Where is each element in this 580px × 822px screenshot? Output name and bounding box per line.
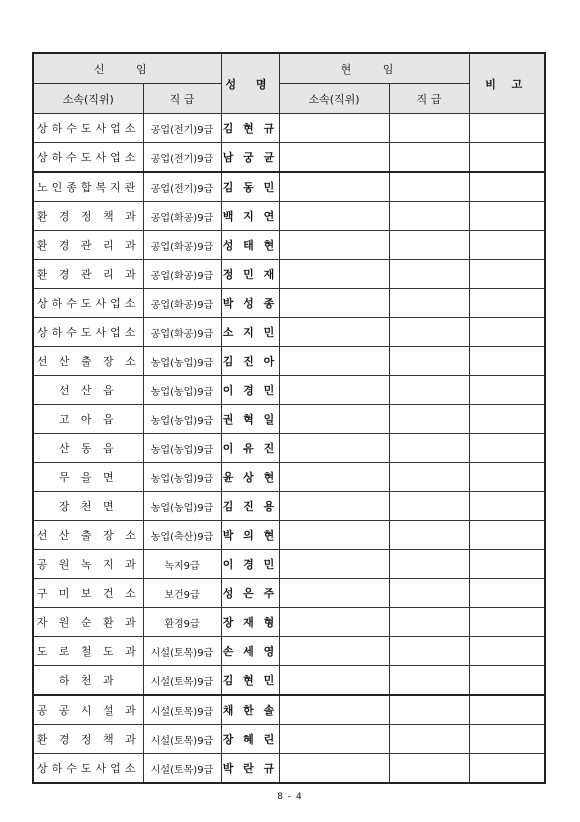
row-note-cell: [469, 405, 545, 434]
row-current-org-cell: [279, 550, 389, 579]
row-current-rank-cell: [389, 434, 469, 463]
row-note-cell: [469, 347, 545, 376]
row-note-cell: [469, 666, 545, 696]
row-current-rank-cell: [389, 114, 469, 143]
row-note-cell: [469, 463, 545, 492]
row-rank-cell: 녹지9급: [143, 550, 221, 579]
row-current-org-cell: [279, 492, 389, 521]
table-row: [33, 347, 545, 376]
row-rank-cell: 농업(농업)9급: [143, 405, 221, 434]
row-current-org-cell: [279, 579, 389, 608]
table-row: [33, 754, 545, 784]
table-row: [33, 231, 545, 260]
row-org-cell: 장 천 면: [33, 492, 143, 521]
row-name-cell: 김 진 아: [221, 347, 279, 376]
row-current-rank-cell: [389, 172, 469, 202]
row-org-cell: 상하수도사업소: [33, 754, 143, 784]
row-note-cell: [469, 202, 545, 231]
current-org-header: 소속(직위): [279, 84, 389, 114]
row-org-cell: 환 경 관 리 과: [33, 231, 143, 260]
row-rank-cell: 공업(화공)9급: [143, 260, 221, 289]
row-note-cell: [469, 695, 545, 725]
current-rank-header: 직 급: [389, 84, 469, 114]
row-org-cell: 도 로 철 도 과: [33, 637, 143, 666]
row-name-cell: 김 진 용: [221, 492, 279, 521]
row-name-cell: 박 성 종: [221, 289, 279, 318]
row-note-cell: [469, 260, 545, 289]
table-header: [33, 53, 545, 114]
row-rank-cell: 공업(화공)9급: [143, 289, 221, 318]
row-rank-cell: 공업(화공)9급: [143, 231, 221, 260]
row-name-cell: 소 지 민: [221, 318, 279, 347]
table-row: [33, 695, 545, 725]
row-org-cell: 환 경 정 책 과: [33, 725, 143, 754]
row-current-org-cell: [279, 405, 389, 434]
row-rank-cell: 농업(축산)9급: [143, 521, 221, 550]
row-name-cell: 백 지 연: [221, 202, 279, 231]
appointment-table: [32, 52, 546, 784]
row-name-cell: 이 경 민: [221, 376, 279, 405]
row-current-rank-cell: [389, 202, 469, 231]
row-current-org-cell: [279, 637, 389, 666]
row-note-cell: [469, 608, 545, 637]
row-org-cell: 노인종합복지관: [33, 172, 143, 202]
row-org-cell: 무 을 면: [33, 463, 143, 492]
row-org-cell: 공 원 녹 지 과: [33, 550, 143, 579]
table-row: [33, 172, 545, 202]
row-note-cell: [469, 725, 545, 754]
row-name-cell: 성 은 주: [221, 579, 279, 608]
table-row: [33, 666, 545, 696]
table-row: [33, 260, 545, 289]
row-current-org-cell: [279, 231, 389, 260]
row-rank-cell: 농업(농업)9급: [143, 492, 221, 521]
row-current-rank-cell: [389, 260, 469, 289]
row-note-cell: [469, 318, 545, 347]
row-rank-cell: 공업(화공)9급: [143, 318, 221, 347]
row-current-org-cell: [279, 143, 389, 173]
table-body: [33, 114, 545, 784]
row-note-cell: [469, 521, 545, 550]
row-current-org-cell: [279, 114, 389, 143]
row-name-cell: 성 태 현: [221, 231, 279, 260]
row-rank-cell: 시설(토목)9급: [143, 666, 221, 696]
row-org-cell: 자 원 순 환 과: [33, 608, 143, 637]
row-current-org-cell: [279, 725, 389, 754]
row-current-rank-cell: [389, 666, 469, 696]
row-org-cell: 상하수도사업소: [33, 289, 143, 318]
table-row: [33, 637, 545, 666]
row-name-cell: 장 혜 린: [221, 725, 279, 754]
row-rank-cell: 공업(전기)9급: [143, 143, 221, 173]
row-org-cell: 환 경 관 리 과: [33, 260, 143, 289]
table-row: [33, 492, 545, 521]
row-current-rank-cell: [389, 579, 469, 608]
table-row: [33, 202, 545, 231]
row-current-org-cell: [279, 172, 389, 202]
row-org-cell: 상하수도사업소: [33, 318, 143, 347]
current-position-header: 현 임: [279, 53, 469, 84]
table-row: [33, 579, 545, 608]
row-current-rank-cell: [389, 376, 469, 405]
row-current-org-cell: [279, 289, 389, 318]
row-note-cell: [469, 231, 545, 260]
row-name-cell: 권 혁 일: [221, 405, 279, 434]
row-org-cell: 상하수도사업소: [33, 143, 143, 173]
row-current-org-cell: [279, 463, 389, 492]
row-name-cell: 김 현 민: [221, 666, 279, 696]
row-current-rank-cell: [389, 550, 469, 579]
table-row: [33, 318, 545, 347]
row-rank-cell: 농업(농업)9급: [143, 376, 221, 405]
table-row: [33, 550, 545, 579]
table-row: [33, 376, 545, 405]
row-rank-cell: 시설(토목)9급: [143, 725, 221, 754]
row-rank-cell: 농업(농업)9급: [143, 347, 221, 376]
row-name-cell: 손 세 영: [221, 637, 279, 666]
table-row: [33, 463, 545, 492]
table-row: [33, 521, 545, 550]
row-org-cell: 선 산 출 장 소: [33, 347, 143, 376]
row-note-cell: [469, 376, 545, 405]
row-current-rank-cell: [389, 608, 469, 637]
row-note-cell: [469, 579, 545, 608]
row-note-cell: [469, 550, 545, 579]
row-current-org-cell: [279, 434, 389, 463]
row-current-org-cell: [279, 376, 389, 405]
row-note-cell: [469, 492, 545, 521]
table-row: [33, 114, 545, 143]
row-note-cell: [469, 114, 545, 143]
row-name-cell: 윤 상 현: [221, 463, 279, 492]
name-header: 성 명: [221, 53, 279, 114]
row-name-cell: 정 민 재: [221, 260, 279, 289]
row-rank-cell: 농업(농업)9급: [143, 463, 221, 492]
page-number: 8 - 4: [277, 792, 303, 802]
row-current-rank-cell: [389, 637, 469, 666]
table-row: [33, 434, 545, 463]
row-org-cell: 환 경 정 책 과: [33, 202, 143, 231]
row-current-rank-cell: [389, 754, 469, 784]
row-note-cell: [469, 434, 545, 463]
row-name-cell: 박 란 규: [221, 754, 279, 784]
row-org-cell: 하 천 과: [33, 666, 143, 696]
row-org-cell: 구 미 보 건 소: [33, 579, 143, 608]
row-note-cell: [469, 143, 545, 173]
row-current-org-cell: [279, 608, 389, 637]
row-note-cell: [469, 637, 545, 666]
row-current-rank-cell: [389, 318, 469, 347]
row-note-cell: [469, 289, 545, 318]
row-current-rank-cell: [389, 231, 469, 260]
row-current-rank-cell: [389, 463, 469, 492]
row-current-rank-cell: [389, 492, 469, 521]
row-rank-cell: 시설(토목)9급: [143, 637, 221, 666]
row-org-cell: 산 동 읍: [33, 434, 143, 463]
row-rank-cell: 공업(화공)9급: [143, 202, 221, 231]
row-note-cell: [469, 754, 545, 784]
row-name-cell: 김 현 규: [221, 114, 279, 143]
row-name-cell: 이 유 진: [221, 434, 279, 463]
row-name-cell: 채 한 솔: [221, 695, 279, 725]
row-current-rank-cell: [389, 695, 469, 725]
row-current-org-cell: [279, 666, 389, 696]
row-current-org-cell: [279, 318, 389, 347]
row-current-org-cell: [279, 202, 389, 231]
row-org-cell: 상하수도사업소: [33, 114, 143, 143]
row-name-cell: 김 동 민: [221, 172, 279, 202]
row-name-cell: 장 재 형: [221, 608, 279, 637]
table-row: [33, 405, 545, 434]
new-rank-header: 직 급: [143, 84, 221, 114]
row-current-rank-cell: [389, 405, 469, 434]
row-current-rank-cell: [389, 143, 469, 173]
row-current-rank-cell: [389, 289, 469, 318]
row-org-cell: 공 공 시 설 과: [33, 695, 143, 725]
row-current-org-cell: [279, 695, 389, 725]
new-org-header: 소속(직위): [33, 84, 143, 114]
table-row: [33, 289, 545, 318]
row-name-cell: 박 의 현: [221, 521, 279, 550]
row-org-cell: 고 아 읍: [33, 405, 143, 434]
row-rank-cell: 환경9급: [143, 608, 221, 637]
row-org-cell: 선 산 읍: [33, 376, 143, 405]
row-org-cell: 선 산 출 장 소: [33, 521, 143, 550]
row-current-org-cell: [279, 260, 389, 289]
table-row: [33, 608, 545, 637]
row-rank-cell: 시설(토목)9급: [143, 754, 221, 784]
note-header: 비 고: [469, 53, 545, 114]
row-current-rank-cell: [389, 521, 469, 550]
row-current-rank-cell: [389, 347, 469, 376]
personnel-table-sheet: [32, 52, 544, 784]
table-row: [33, 725, 545, 754]
row-current-org-cell: [279, 347, 389, 376]
row-rank-cell: 농업(농업)9급: [143, 434, 221, 463]
row-current-org-cell: [279, 754, 389, 784]
row-note-cell: [469, 172, 545, 202]
row-rank-cell: 공업(전기)9급: [143, 114, 221, 143]
row-name-cell: 남 궁 균: [221, 143, 279, 173]
new-appointment-header: 신 임: [33, 53, 221, 84]
row-rank-cell: 공업(전기)9급: [143, 172, 221, 202]
row-current-org-cell: [279, 521, 389, 550]
row-name-cell: 이 경 민: [221, 550, 279, 579]
row-rank-cell: 시설(토목)9급: [143, 695, 221, 725]
row-rank-cell: 보건9급: [143, 579, 221, 608]
table-row: [33, 143, 545, 173]
row-current-rank-cell: [389, 725, 469, 754]
